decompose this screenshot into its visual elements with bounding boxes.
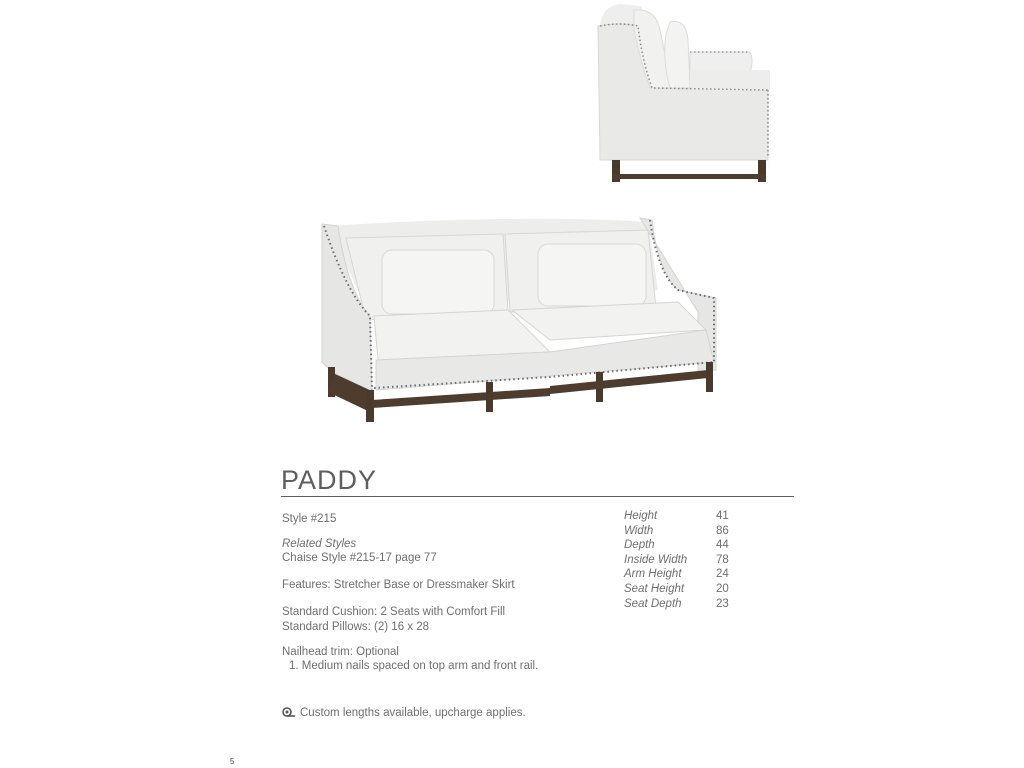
dimension-label: Seat Height xyxy=(624,582,685,595)
dimension-row-depth xyxy=(624,538,729,553)
dimension-row-width xyxy=(624,524,729,539)
dimension-value: 86 xyxy=(716,524,729,537)
dimension-label: Inside Width xyxy=(624,553,688,566)
dimension-row-inside-width xyxy=(624,553,729,568)
standard-cushion-text: Standard Cushion: 2 Seats with Comfort Fill xyxy=(282,606,506,618)
custom-lengths-note xyxy=(282,706,526,721)
style-number: Style #215 xyxy=(282,513,337,525)
dimension-row-seat-height xyxy=(624,582,729,597)
related-styles-value: Chaise Style #215-17 page 77 xyxy=(282,552,437,564)
title-divider xyxy=(281,496,794,497)
tape-measure-icon xyxy=(282,707,296,718)
standard-pillows-text: Standard Pillows: (2) 16 x 28 xyxy=(282,621,430,633)
dimension-value: 23 xyxy=(716,597,729,610)
dimension-row-arm-height xyxy=(624,567,729,582)
dimension-value: 41 xyxy=(716,510,729,522)
features-text: Features: Stretcher Base or Dressmaker Skirt xyxy=(282,579,515,591)
custom-lengths-text: Custom lengths available, upcharge applies. xyxy=(300,707,526,719)
nailhead-note-text: 1. Medium nails spaced on top arm and front rail. xyxy=(289,660,539,672)
dimensions-table xyxy=(624,509,729,611)
dimension-row-seat-depth xyxy=(624,597,729,612)
nailhead-trim-text: Nailhead trim: Optional xyxy=(282,646,399,658)
page-number: 5 xyxy=(230,757,235,766)
dimension-label: Width xyxy=(624,524,654,537)
product-title: PADDY xyxy=(281,465,378,495)
dimension-label: Arm Height xyxy=(624,568,682,581)
related-styles-label: Related Styles xyxy=(282,538,357,550)
dimension-value: 44 xyxy=(716,539,729,552)
dimension-label: Seat Depth xyxy=(624,597,682,610)
sofa-side-view-image xyxy=(590,0,775,188)
dimension-label: Depth xyxy=(624,539,655,552)
dimension-row-height xyxy=(624,509,729,524)
dimension-value: 24 xyxy=(716,568,729,581)
sofa-front-view-image xyxy=(318,212,723,427)
dimension-label: Height xyxy=(624,510,658,522)
dimension-value: 78 xyxy=(716,553,729,566)
dimension-value: 20 xyxy=(716,582,729,595)
